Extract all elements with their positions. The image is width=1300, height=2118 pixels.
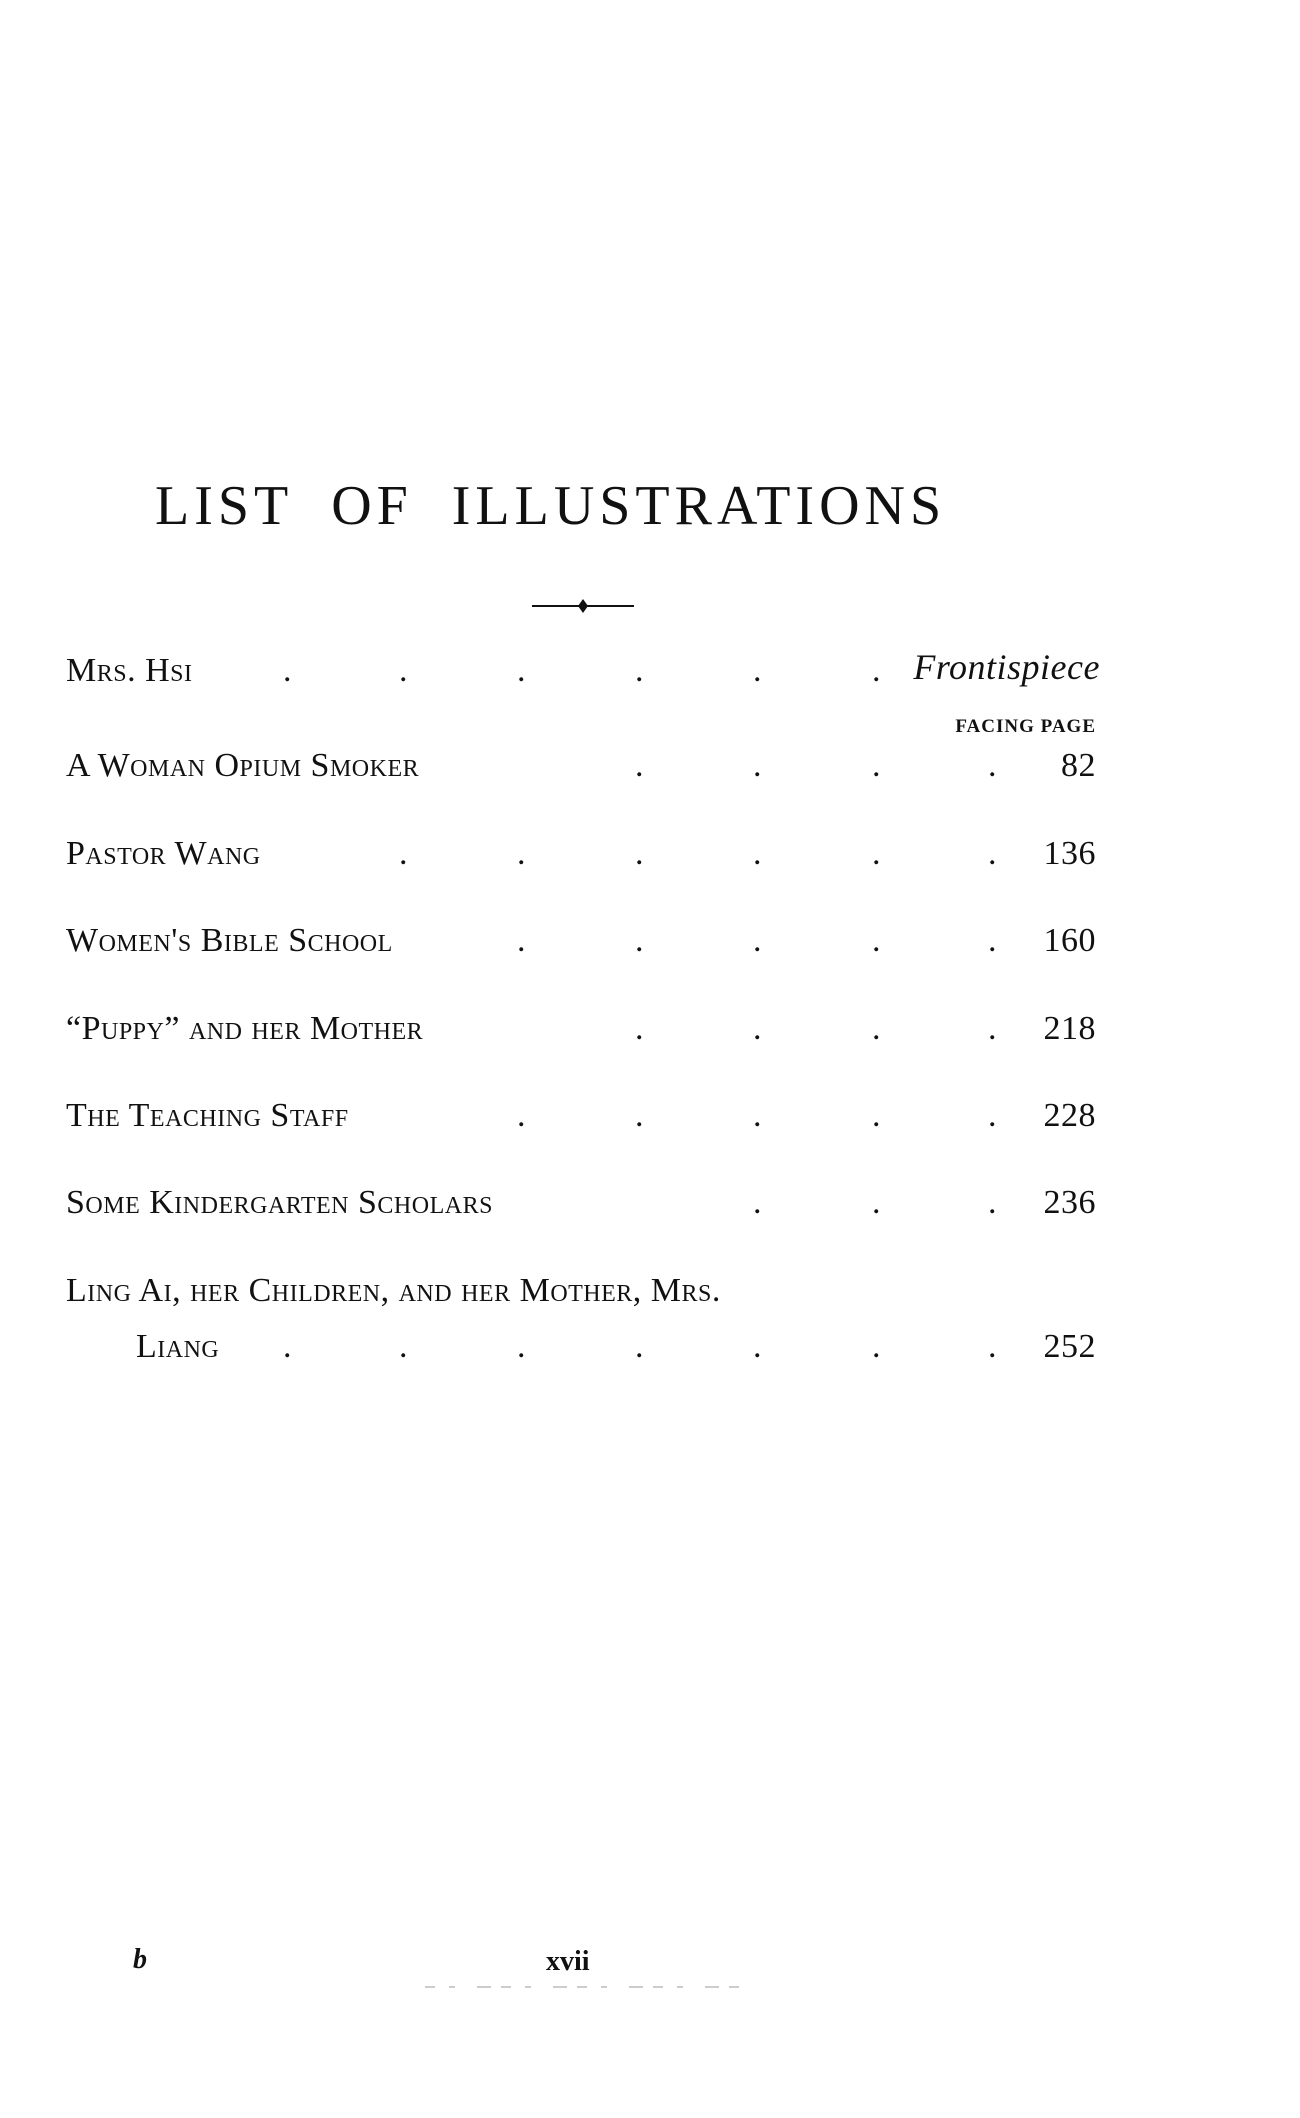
page-number: 82 bbox=[1061, 747, 1096, 784]
page-number-footer: xvii bbox=[546, 1946, 590, 1977]
list-item: Pastor Wang . . . . . . 136 bbox=[66, 835, 1096, 872]
page-number: 236 bbox=[1043, 1184, 1096, 1221]
illustration-title: “Puppy” and her Mother bbox=[66, 1010, 424, 1047]
illustration-title-line2: Liang bbox=[136, 1328, 220, 1365]
illustration-title: Pastor Wang bbox=[66, 835, 261, 872]
title-ornament bbox=[532, 596, 634, 616]
illustration-title: Mrs. Hsi bbox=[66, 652, 193, 689]
list-item: A Woman Opium Smoker . . . . 82 bbox=[66, 747, 1096, 784]
page-number: 218 bbox=[1043, 1010, 1096, 1047]
list-item: The Teaching Staff . . . . . 228 bbox=[66, 1097, 1096, 1134]
list-item: Ling Ai, her Children, and her Mother, Mrs. Liang . . . . . . . 252 bbox=[66, 1272, 1096, 1365]
page-number: 228 bbox=[1043, 1097, 1096, 1134]
frontispiece-label: Frontispiece bbox=[913, 647, 1100, 687]
illustration-title: Women's Bible School bbox=[66, 922, 393, 959]
signature-mark: b bbox=[133, 1944, 147, 1975]
illustration-title-line1: Ling Ai, her Children, and her Mother, Mrs. bbox=[66, 1272, 721, 1309]
list-item: Mrs. Hsi . . . . . . Frontispiece bbox=[66, 647, 1100, 689]
footer-dashed-rule bbox=[425, 1985, 745, 1989]
illustration-title: A Woman Opium Smoker bbox=[66, 747, 420, 784]
page-number: 136 bbox=[1043, 835, 1096, 872]
list-item: “Puppy” and her Mother . . . . 218 bbox=[66, 1010, 1096, 1047]
list-item: Women's Bible School . . . . . 160 bbox=[66, 922, 1096, 959]
illustration-title: The Teaching Staff bbox=[66, 1097, 349, 1134]
facing-page-header: FACING PAGE bbox=[955, 716, 1096, 737]
list-item: Some Kindergarten Scholars . . . 236 bbox=[66, 1184, 1096, 1221]
page-number: 252 bbox=[1043, 1328, 1096, 1365]
page-number: 160 bbox=[1043, 922, 1096, 959]
page-title: LIST OF ILLUSTRATIONS bbox=[155, 475, 947, 537]
illustration-title: Some Kindergarten Scholars bbox=[66, 1184, 493, 1221]
